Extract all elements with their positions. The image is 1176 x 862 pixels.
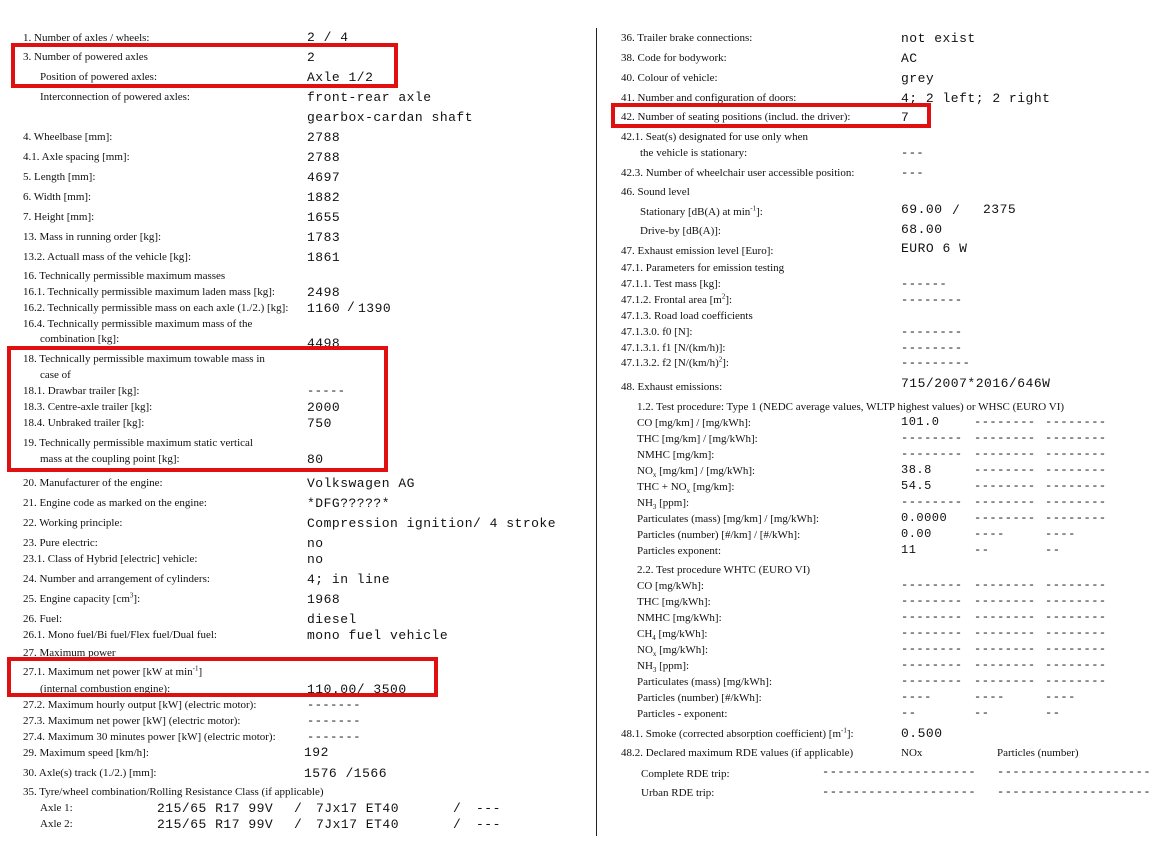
field-label: 47.1.3.2. f2 $[N/(km/h)^2]$: — [621, 355, 729, 369]
table-cell: -------- — [974, 479, 1036, 493]
field-value: 1861 — [307, 250, 341, 265]
field-label: 16.2. Technically permissible mass on each axle (1./2.) [kg]: — [23, 302, 289, 314]
field-value: 715/2007*2016/646W — [901, 376, 1051, 391]
table-cell: -------- — [1045, 415, 1107, 429]
section-heading: 2.2. Test procedure WHTC (EURO VI) — [637, 564, 811, 576]
field-value: ------- — [307, 730, 361, 744]
field-label: 48.2. Declared maximum RDE values (if applicable) — [621, 747, 854, 759]
table-cell: -------- — [901, 447, 963, 461]
table-cell: -------- — [974, 594, 1036, 608]
field-label: 26. Fuel: — [23, 613, 63, 625]
highlight-box-powered-axles — [11, 43, 398, 88]
table-cell: -------- — [974, 463, 1036, 477]
field-label: 18. Technically permissible maximum towable mass in — [23, 353, 265, 365]
field-value: --- — [901, 166, 925, 180]
table-cell: ---- — [1045, 690, 1076, 704]
field-value: grey — [901, 71, 935, 86]
table-cell: -------- — [1045, 431, 1107, 445]
field-label: 36. Trailer brake connections: — [621, 32, 753, 44]
field-separator: / — [952, 203, 961, 218]
column-header: Particles (number) — [997, 747, 1079, 759]
field-label: Drive-by [dB(A)]: — [640, 225, 721, 237]
table-row-label: Particulates (mass) [mg/km] / [mg/kWh]: — [637, 513, 820, 525]
field-label: 18.1. Drawbar trailer [kg]: — [23, 385, 140, 397]
rrc-value: --- — [476, 801, 501, 816]
table-row-label: NMHC [mg/kWh]: — [637, 612, 722, 624]
table-cell: 11 — [901, 543, 917, 557]
highlight-box-seating-positions — [611, 103, 931, 128]
table-cell: -------- — [974, 658, 1036, 672]
field-value: --------- — [901, 356, 971, 370]
field-value: EURO 6 W — [901, 241, 968, 256]
field-label: 42.1. Seat(s) designated for use only when — [621, 131, 808, 143]
field-label: 24. Number and arrangement of cylinders: — [23, 573, 210, 585]
field-value: 2788 — [307, 150, 341, 165]
table-cell: 0.0000 — [901, 511, 948, 525]
field-value: -------- — [901, 293, 963, 307]
field-label: Axle 1: — [40, 802, 73, 814]
field-value: 68.00 — [901, 222, 943, 237]
section-heading: 1.2. Test procedure: Type 1 (NEDC average values, WLTP highest values) or WHSC (EURO VI) — [637, 401, 1065, 413]
table-cell: -------- — [901, 626, 963, 640]
field-value: not exist — [901, 31, 976, 46]
field-label: Urban RDE trip: — [641, 787, 715, 799]
field-label: Complete RDE trip: — [641, 768, 730, 780]
table-cell: 0.00 — [901, 527, 932, 541]
field-value: ----- — [307, 384, 346, 398]
field-value: 4498 — [307, 336, 341, 351]
field-label: 47.1.3.0. f0 [N]: — [621, 326, 693, 338]
table-cell: -- — [974, 543, 990, 557]
table-cell: -------- — [974, 626, 1036, 640]
field-value: 1390 — [358, 301, 392, 316]
field-value: 0.500 — [901, 726, 943, 741]
field-label: Interconnection of powered axles: — [40, 91, 190, 103]
field-label: 16. Technically permissible maximum masses — [23, 270, 226, 282]
table-cell: -------- — [1045, 578, 1107, 592]
table-cell: ---- — [1045, 527, 1076, 541]
field-value: AC — [901, 51, 918, 66]
field-value: -------------------- — [822, 785, 977, 799]
table-row-label: NMHC [mg/km]: — [637, 449, 715, 461]
field-value: -------------------- — [997, 765, 1152, 779]
field-label: 4. Wheelbase [mm]: — [23, 131, 113, 143]
rim-value: 7Jx17 ET40 — [316, 817, 400, 832]
field-value: --- — [901, 146, 925, 160]
field-value: 4; 2 left; 2 right — [901, 91, 1051, 106]
field-label: 26.1. Mono fuel/Bi fuel/Flex fuel/Dual fuel: — [23, 629, 217, 641]
field-label: 16.4. Technically permissible maximum mass of the — [23, 318, 253, 330]
table-cell: -------- — [974, 578, 1036, 592]
field-label: 18.3. Centre-axle trailer [kg]: — [23, 401, 153, 413]
field-label: 47.1. Parameters for emission testing — [621, 262, 785, 274]
field-label: 47.1.3. Road load coefficients — [621, 310, 753, 322]
field-value: -------- — [901, 341, 963, 355]
field-value: 2 — [307, 50, 316, 65]
field-value: -------------------- — [822, 765, 977, 779]
table-cell: -- — [1045, 543, 1061, 557]
table-cell: -- — [901, 706, 917, 720]
field-label: 47.1.1. Test mass [kg]: — [621, 278, 721, 290]
field-value: ------ — [901, 277, 948, 291]
highlight-box-max-net-power — [7, 657, 438, 697]
field-label: 47.1.2. Frontal area $[m^2]$: — [621, 292, 733, 306]
field-label: 19. Technically permissible maximum static vertical — [23, 437, 253, 449]
field-label: 41. Number and configuration of doors: — [621, 92, 797, 104]
table-cell: -------- — [1045, 463, 1107, 477]
field-label: 42.3. Number of wheelchair user accessible position: — [621, 167, 855, 179]
field-label: 22. Working principle: — [23, 517, 123, 529]
field-label: 27.4. Maximum 30 minutes power [kW] (electric motor): — [23, 731, 276, 743]
field-label: 48. Exhaust emissions: — [621, 381, 723, 393]
field-value: diesel — [307, 612, 357, 627]
field-label: Axle 2: — [40, 818, 73, 830]
field-value: 4697 — [307, 170, 341, 185]
field-value: 1160 — [307, 301, 341, 316]
field-label: 3. Number of powered axles — [23, 51, 148, 63]
table-cell: -------- — [1045, 447, 1107, 461]
table-row-label: Particles - exponent: — [637, 708, 728, 720]
table-row-label: THC + $NO_x$ [mg/km]: — [637, 481, 735, 496]
table-cell: -------- — [974, 495, 1036, 509]
table-row-label: CO [mg/kWh]: — [637, 580, 704, 592]
table-row-label: $NO_x$ [mg/km] / [mg/kWh]: — [637, 465, 756, 480]
field-value: gearbox-cardan shaft — [307, 110, 474, 125]
table-cell: -------- — [901, 594, 963, 608]
table-row-label: Particulates (mass) [mg/kWh]: — [637, 676, 773, 688]
rim-value: 7Jx17 ET40 — [316, 801, 400, 816]
field-label: 42. Number of seating positions (includ. the driver): — [621, 111, 851, 123]
column-divider — [596, 28, 597, 836]
table-cell: 38.8 — [901, 463, 932, 477]
table-cell: -------- — [901, 495, 963, 509]
field-value: Axle 1/2 — [307, 70, 374, 85]
field-label: 13. Mass in running order [kg]: — [23, 231, 162, 243]
table-cell: -------- — [974, 511, 1036, 525]
field-label: case of — [40, 369, 71, 381]
field-label: the vehicle is stationary: — [640, 147, 748, 159]
field-label: 35. Tyre/wheel combination/Rolling Resistance Class (if applicable) — [23, 786, 324, 798]
field-value: 1655 — [307, 210, 341, 225]
field-label: 46. Sound level — [621, 186, 690, 198]
table-cell: ---- — [974, 690, 1005, 704]
table-row-label: $NO_x$ [mg/kWh]: — [637, 644, 709, 659]
tyre-value: 215/65 R17 99V — [157, 817, 274, 832]
field-value: no — [307, 552, 324, 567]
field-label: Position of powered axles: — [40, 71, 158, 83]
field-label: combination [kg]: — [40, 333, 120, 345]
field-label: 30. Axle(s) track (1./2.) [mm]: — [23, 767, 157, 779]
field-separator: / — [294, 801, 303, 816]
field-value: ------- — [307, 698, 361, 712]
table-row-label: Particles (number) [#/km] / [#/kWh]: — [637, 529, 801, 541]
field-label: 6. Width [mm]: — [23, 191, 92, 203]
table-cell: -------- — [974, 642, 1036, 656]
field-label: 38. Code for bodywork: — [621, 52, 727, 64]
table-row-label: Particles (number) [#/kWh]: — [637, 692, 762, 704]
table-cell: 54.5 — [901, 479, 932, 493]
field-value: 2 / 4 — [307, 30, 349, 45]
table-cell: -------- — [974, 431, 1036, 445]
field-value: 1783 — [307, 230, 341, 245]
field-label: 27.3. Maximum net power [kW] (electric motor): — [23, 715, 241, 727]
field-label: 1. Number of axles / wheels: — [23, 32, 150, 44]
table-row-label: THC [mg/km] / [mg/kWh]: — [637, 433, 758, 445]
table-cell: -------- — [901, 674, 963, 688]
field-separator: / — [453, 817, 462, 832]
field-value: 4; in line — [307, 572, 391, 587]
table-row-label: Particles exponent: — [637, 545, 722, 557]
table-cell: -------- — [1045, 495, 1107, 509]
table-cell: -------- — [974, 610, 1036, 624]
field-separator: / — [347, 300, 356, 315]
table-cell: ---- — [901, 690, 932, 704]
column-header: NOx — [901, 747, 923, 759]
table-row-label: $CH_4$ [mg/kWh]: — [637, 628, 708, 643]
field-value: front-rear axle — [307, 90, 432, 105]
field-label: 7. Height [mm]: — [23, 211, 95, 223]
field-value: 1882 — [307, 190, 341, 205]
field-label: mass at the coupling point [kg]: — [40, 453, 180, 465]
table-cell: ---- — [974, 527, 1005, 541]
table-row-label: THC [mg/kWh]: — [637, 596, 711, 608]
table-cell: -------- — [901, 610, 963, 624]
field-label: 48.1. Smoke (corrected absorption coefficient) $[m^{-1}]$: — [621, 726, 854, 740]
tyre-value: 215/65 R17 99V — [157, 801, 274, 816]
field-value: -------- — [901, 325, 963, 339]
field-value: 750 — [307, 416, 332, 431]
table-cell: -------- — [1045, 479, 1107, 493]
field-value: no — [307, 536, 324, 551]
field-label: 4.1. Axle spacing [mm]: — [23, 151, 130, 163]
field-value: 7 — [901, 110, 910, 125]
field-value: 2375 — [983, 202, 1017, 217]
table-cell: -------- — [974, 415, 1036, 429]
field-value: 1968 — [307, 592, 341, 607]
field-separator: / — [453, 801, 462, 816]
table-cell: -- — [1045, 706, 1061, 720]
field-value: Volkswagen AG — [307, 476, 415, 491]
table-cell: -------- — [1045, 642, 1107, 656]
table-cell: -------- — [974, 674, 1036, 688]
field-label: 13.2. Actuall mass of the vehicle [kg]: — [23, 251, 192, 263]
field-label: 21. Engine code as marked on the engine: — [23, 497, 207, 509]
field-value: 1576 /1566 — [304, 766, 388, 781]
table-cell: -- — [974, 706, 990, 720]
field-value: 69.00 — [901, 202, 943, 217]
field-label: 47.1.3.1. f1 [N/(km/h)]: — [621, 342, 726, 354]
field-label: 27.1. Maximum net power [kW at $\min^{-1}$] — [23, 664, 203, 678]
table-cell: -------- — [1045, 674, 1107, 688]
field-value: 2000 — [307, 400, 341, 415]
field-label: 27. Maximum power — [23, 647, 116, 659]
table-cell: -------- — [1045, 658, 1107, 672]
field-label: (internal combustion engine): — [40, 683, 171, 695]
field-value: *DFG?????* — [307, 496, 391, 511]
field-label: 5. Length [mm]: — [23, 171, 96, 183]
field-value: ------- — [307, 714, 361, 728]
table-cell: -------- — [1045, 610, 1107, 624]
field-value: -------------------- — [997, 785, 1152, 799]
table-row-label: CO [mg/km] / [mg/kWh]: — [637, 417, 751, 429]
field-value: Compression ignition/ 4 stroke — [307, 516, 557, 531]
field-label: 16.1. Technically permissible maximum laden mass [kg]: — [23, 286, 275, 298]
table-cell: -------- — [974, 447, 1036, 461]
field-separator: / — [294, 817, 303, 832]
field-label: 47. Exhaust emission level [Euro]: — [621, 245, 774, 257]
field-label: Stationary [dB(A) at $\min^{-1}$]: — [640, 204, 763, 218]
field-label: 23. Pure electric: — [23, 537, 98, 549]
field-label: 18.4. Unbraked trailer [kg]: — [23, 417, 145, 429]
table-cell: -------- — [901, 642, 963, 656]
table-cell: 101.0 — [901, 415, 940, 429]
field-label: 23.1. Class of Hybrid [electric] vehicle: — [23, 553, 198, 565]
field-value: 192 — [304, 745, 329, 760]
table-cell: -------- — [1045, 594, 1107, 608]
field-label: 29. Maximum speed [km/h]: — [23, 747, 149, 759]
highlight-box-towable-mass — [7, 346, 388, 472]
field-label: 27.2. Maximum hourly output [kW] (electric motor): — [23, 699, 257, 711]
table-cell: -------- — [901, 578, 963, 592]
rrc-value: --- — [476, 817, 501, 832]
field-label: 20. Manufacturer of the engine: — [23, 477, 163, 489]
table-cell: -------- — [1045, 511, 1107, 525]
table-cell: -------- — [1045, 626, 1107, 640]
field-label: 25. Engine capacity $[cm^3]$: — [23, 591, 141, 605]
table-cell: -------- — [901, 431, 963, 445]
field-value: mono fuel vehicle — [307, 628, 449, 643]
table-row-label: $NH_3$ [ppm]: — [637, 660, 690, 675]
field-value: 80 — [307, 452, 324, 467]
field-value: 2498 — [307, 285, 341, 300]
field-value: 2788 — [307, 130, 341, 145]
table-cell: -------- — [901, 658, 963, 672]
field-value: 110.00/ 3500 — [307, 682, 407, 697]
table-row-label: $NH_3$ [ppm]: — [637, 497, 690, 512]
field-label: 40. Colour of vehicle: — [621, 72, 718, 84]
